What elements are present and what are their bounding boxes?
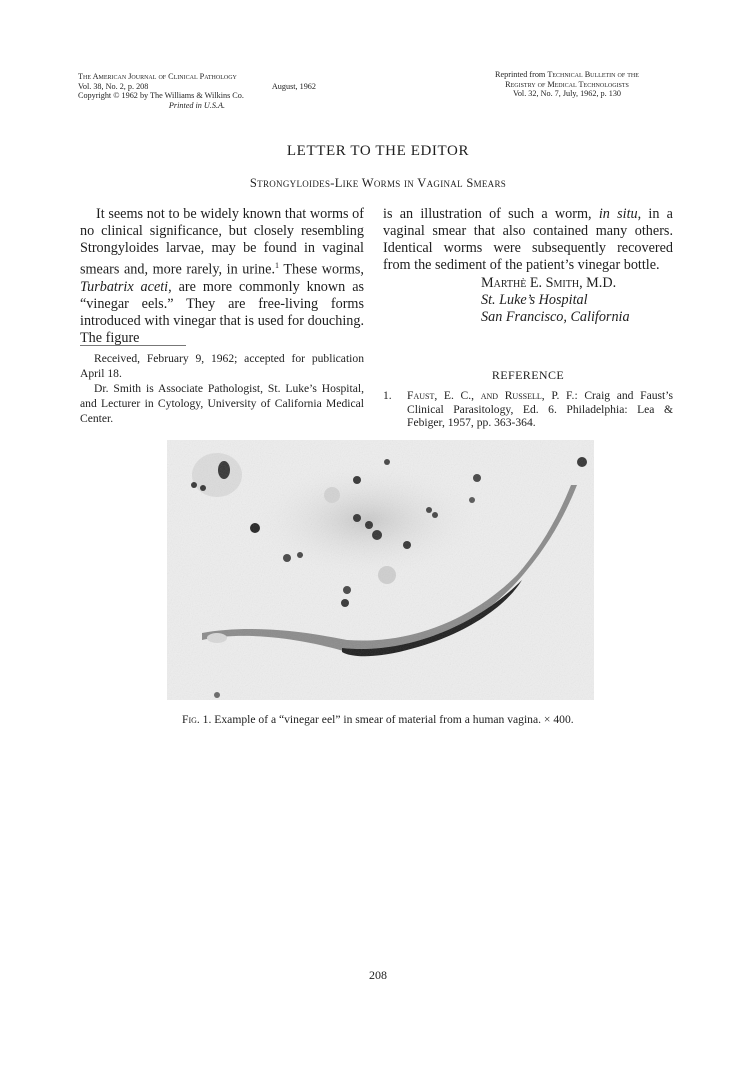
body-paragraph-2 xyxy=(383,206,673,274)
body-text: , are more commonly known as “vinegar eels.” They are free-living forms introduced with vinegar that is used for douching. The figure xyxy=(80,278,365,346)
received-note: Received, February 9, 1962; accepted for publication April 18. xyxy=(80,352,364,380)
author-city: San Francisco, California xyxy=(481,309,630,325)
reference-authors: Faust, E. C., and Russell, P. F. xyxy=(407,389,575,402)
body-text: It seems not to be widely known that worms of no clinical significance, but closely resembling Strongyloides larvae, may be found in vaginal smears and, more rarely, in urine. xyxy=(80,206,364,278)
body-column-right xyxy=(383,206,673,326)
author-note: Dr. Smith is Associate Pathologist, St. Luke’s Hospital, and Lecturer in Cytology, University of California Medical Center. xyxy=(80,382,364,425)
reference-number: 1. xyxy=(383,389,392,402)
journal-issue-row xyxy=(78,82,316,92)
article-subtitle: Strongyloides-Like Worms in Vaginal Smears xyxy=(249,176,507,190)
reference-heading: REFERENCE xyxy=(491,368,565,382)
registry-name: Registry of Medical Technologists xyxy=(505,79,629,89)
in-situ-text: in situ xyxy=(598,206,638,222)
printed-in: Printed in U.S.A. xyxy=(168,100,226,110)
author-hospital: St. Luke’s Hospital xyxy=(481,292,588,308)
body-text: is an illustration of such a worm, xyxy=(383,206,599,222)
journal-header xyxy=(78,72,316,110)
journal-volume: Vol. 38, No. 2, p. 208 xyxy=(78,81,149,91)
footnote-ref-1: 1 xyxy=(275,261,279,270)
species-name: Turbatrix aceti xyxy=(80,278,169,295)
reprint-line-1 xyxy=(447,70,687,80)
figure-photomicrograph xyxy=(167,440,594,700)
figure-caption xyxy=(168,713,595,727)
figure-caption-text: Example of a “vinegar eel” in smear of material from a human vagina. × 400. xyxy=(211,713,574,726)
body-text: These worms, xyxy=(279,261,364,278)
reference-item xyxy=(383,389,673,430)
reference-details: : Craig and Faust’s Clinical Parasitology, Ed. 6. Philadelphia: Lea & Febiger, 1957, pp. 363-364. xyxy=(407,389,673,429)
page-title: LETTER TO THE EDITOR xyxy=(286,143,470,159)
reprint-volume: Vol. 32, No. 7, July, 1962, p. 130 xyxy=(512,89,622,99)
author-signature: Marthè E. Smith, M.D. xyxy=(481,275,617,291)
copyright: Copyright © 1962 by The Williams & Wilkins Co. xyxy=(78,91,244,101)
figure-label: Fig. 1. xyxy=(182,713,212,726)
footnotes xyxy=(80,351,364,426)
bulletin-name: Technical Bulletin of the xyxy=(547,70,639,79)
footnote-divider xyxy=(80,345,186,346)
reprint-header xyxy=(447,70,687,99)
reprint-prefix: Reprinted from xyxy=(495,70,546,79)
body-column-left xyxy=(80,206,364,347)
page-number: 208 xyxy=(369,968,387,982)
body-paragraph-1 xyxy=(80,206,364,347)
journal-date: August, 1962 xyxy=(271,81,316,91)
journal-name: The American Journal of Clinical Pathology xyxy=(78,72,237,81)
reference-text xyxy=(407,389,673,430)
body-text: , in a vaginal smear that also contained many others. Identical worms were subsequently recovered from the sediment of the patient’s vinegar bottle. xyxy=(383,206,673,273)
vinegar-eel-image xyxy=(167,440,594,700)
